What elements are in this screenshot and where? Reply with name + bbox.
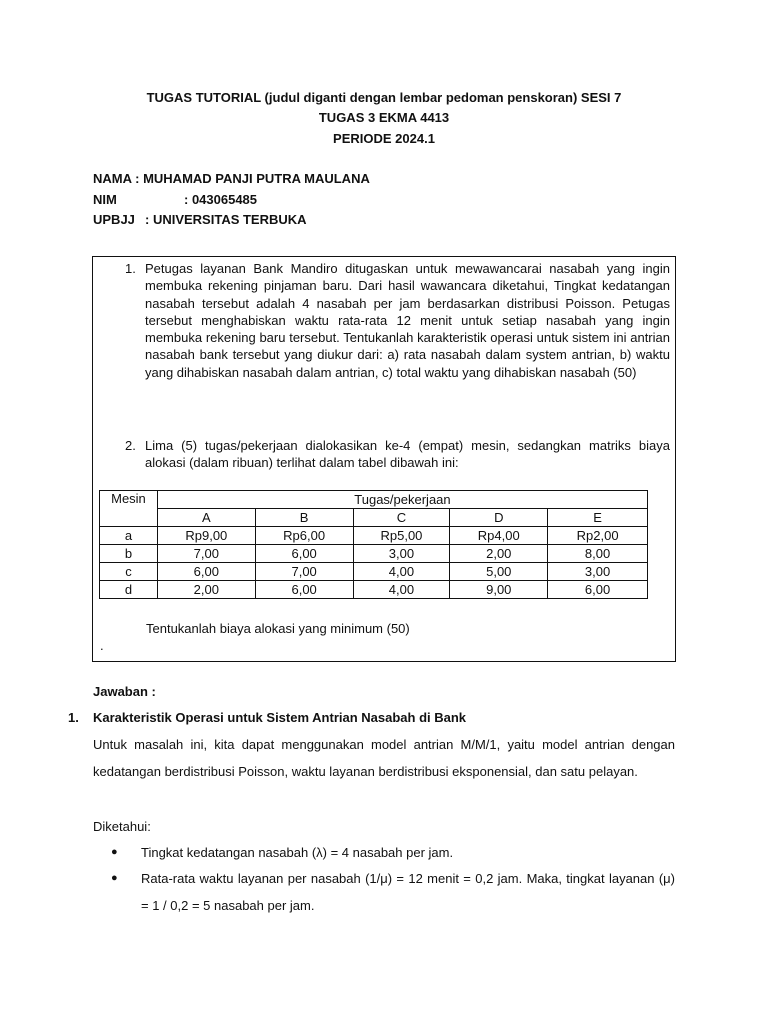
answer-section-1-heading — [68, 710, 466, 725]
table-group-header: Tugas/pekerjaan — [157, 491, 647, 509]
question-2-closing: Tentukanlah biaya alokasi yang minimum (50) — [146, 621, 410, 636]
table-cell: 7,00 — [255, 563, 353, 581]
table-cell: Rp2,00 — [548, 527, 648, 545]
bullet-icon: ● — [111, 872, 118, 884]
table-row — [100, 581, 648, 599]
table-col-header: B — [255, 509, 353, 527]
identity-nama — [93, 171, 370, 186]
table-cell: Rp5,00 — [353, 527, 450, 545]
table-col-header: C — [353, 509, 450, 527]
nama-label: NAMA — [93, 171, 132, 186]
row-mesin: b — [100, 545, 158, 563]
table-col-header: D — [450, 509, 548, 527]
question-1-number: 1. — [125, 261, 136, 276]
table-corner-header: Mesin — [100, 491, 158, 527]
bullet-text: Tingkat kedatangan nasabah (λ) = 4 nasabah per jam. — [141, 845, 454, 860]
table-row — [100, 527, 648, 545]
question-2-number: 2. — [125, 438, 136, 453]
table-cell: 5,00 — [450, 563, 548, 581]
identity-upbjj — [93, 212, 307, 227]
table-cell: 3,00 — [548, 563, 648, 581]
upbjj-label: UPBJJ — [93, 212, 135, 227]
row-mesin: d — [100, 581, 158, 599]
question-2 — [125, 437, 670, 472]
table-cell: 2,00 — [450, 545, 548, 563]
table-row — [100, 563, 648, 581]
table-cell: 6,00 — [255, 545, 353, 563]
table-cell: 8,00 — [548, 545, 648, 563]
table-cell: 6,00 — [157, 563, 255, 581]
known-label: Diketahui: — [93, 819, 151, 834]
table-cell: 6,00 — [548, 581, 648, 599]
trailing-dot: . — [100, 638, 104, 653]
table-col-header: A — [157, 509, 255, 527]
bullet-item — [113, 839, 675, 866]
table-cell: 4,00 — [353, 581, 450, 599]
table-cell: 2,00 — [157, 581, 255, 599]
upbjj-value: : UNIVERSITAS TERBUKA — [145, 212, 307, 227]
table-row — [100, 545, 648, 563]
question-1-text: Petugas layanan Bank Mandiro ditugaskan untuk mewawancarai nasabah yang ingin membuka rekening pinjaman baru. Dari hasil wawancara diketahui, Tingkat kedatangan nasabah tersebut adalah 4 nasabah per jam berdasarkan distribusi Poisson. Petugas tersebut menghabiskan waktu rata-rata 12 menit untuk setiap nasabah yang ingin membuka rekening baru tersebut. Tentukanlah karakteristik operasi untuk sistem ini antrian nasabah bank tersebut yang diukur dari: a) rata nasabah dalam system antrian, b) waktu yang dihabiskan nasabah dalam antrian, c) total waktu yang dihabiskan nasabah (50) — [145, 261, 670, 380]
table-cell: 9,00 — [450, 581, 548, 599]
table-cell: 3,00 — [353, 545, 450, 563]
answer-intro: Untuk masalah ini, kita dapat menggunakan model antrian M/M/1, yaitu model antrian dengan kedatangan berdistribusi Poisson, waktu layanan berdistribusi eksponensial, dan satu pelayan. — [93, 737, 675, 779]
header-course: TUGAS 3 EKMA 4413 — [318, 110, 450, 125]
row-mesin: c — [100, 563, 158, 581]
header-title: TUGAS TUTORIAL (judul diganti dengan lembar pedoman penskoran) SESI 7 — [146, 90, 622, 105]
section-1-title: Karakteristik Operasi untuk Sistem Antrian Nasabah di Bank — [93, 710, 467, 725]
table-cell: Rp9,00 — [157, 527, 255, 545]
question-1 — [125, 260, 670, 381]
table-col-header: E — [548, 509, 648, 527]
cost-table — [99, 490, 648, 599]
answer-title: Jawaban : — [93, 684, 156, 699]
header-period: PERIODE 2024.1 — [333, 131, 435, 146]
table-cell: 6,00 — [255, 581, 353, 599]
bullet-item — [113, 865, 675, 919]
table-cell: Rp6,00 — [255, 527, 353, 545]
nim-value: : 043065485 — [184, 192, 258, 207]
bullet-icon: ● — [111, 846, 118, 858]
question-2-text: Lima (5) tugas/pekerjaan dialokasikan ke-4 (empat) mesin, sedangkan matriks biaya alokasi (dalam ribuan) terlihat dalam tabel dibawah ini: — [145, 438, 670, 471]
nama-value: : MUHAMAD PANJI PUTRA MAULANA — [135, 171, 370, 186]
table-cell: 4,00 — [353, 563, 450, 581]
bullet-text: Rata-rata waktu layanan per nasabah (1/μ) = 12 menit = 0,2 jam. Maka, tingkat layanan (μ) = 1 / 0,2 = 5 nasabah per jam. — [141, 871, 675, 913]
table-cell: Rp4,00 — [450, 527, 548, 545]
row-mesin: a — [100, 527, 158, 545]
table-cell: 7,00 — [157, 545, 255, 563]
section-1-number: 1. — [68, 710, 79, 725]
table-column-headers — [100, 509, 648, 527]
identity-nim — [93, 192, 257, 207]
nim-label: NIM — [93, 192, 117, 207]
